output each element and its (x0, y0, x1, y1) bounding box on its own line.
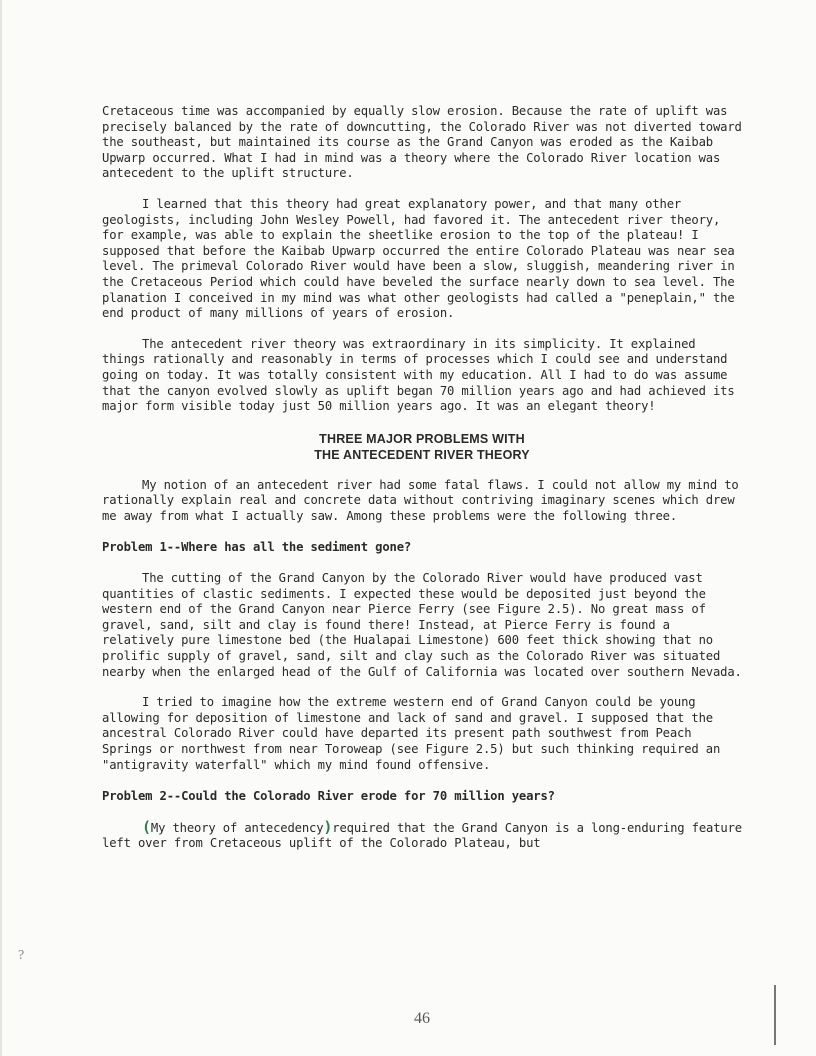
paragraph-7-text: required that the Grand Canyon is a long-enduring feature left over from Cretaceous uplift of the Colorado Plateau, but (102, 820, 742, 851)
page-edge-line (774, 985, 776, 1045)
body-text (102, 104, 742, 852)
handwritten-bracket-close: ) (323, 817, 333, 836)
paragraph-7 (102, 817, 742, 852)
section-heading-line-2: THE ANTECEDENT RIVER THEORY (314, 447, 530, 462)
section-heading (102, 431, 742, 463)
paragraph-6: I tried to imagine how the extreme western end of Grand Canyon could be young allowing for deposition of limestone and lack of sand and gravel. I supposed that the ancestral Colorado River could have departed its present path southwest from Peach Springs or northwest from near Toroweap (see Figure 2.5) but such thinking required an "antigravity waterfall" which my mind found offensive. (102, 695, 721, 772)
paragraph-2: I learned that this theory had great explanatory power, and that many other geologists, including John Wesley Powell, had favored it. The antecedent river theory, for example, was able to explain the sheetlike erosion to the top of the plateau! I supposed that before the Kaibab Upwarp occurred the entire Colorado Plateau was near sea level. The primeval Colorado River would have been a slow, sluggish, meandering river in the Cretaceous Period which could have beveled the surface nearly down to sea level. The planation I conceived in my mind was what other geologists had called a "peneplain," the end product of many millions of years of erosion. (102, 196, 735, 321)
problem-1-title: Problem 1--Where has all the sediment gone? (102, 540, 412, 555)
page-number: 46 (414, 1010, 430, 1027)
paragraph-4: My notion of an antecedent river had some fatal flaws. I could not allow my mind to rationally explain real and concrete data without contriving imaginary scenes which drew me away from what I actually saw. Among these problems were the following three. (102, 477, 739, 523)
paragraph-7-bracketed-text: My theory of antecedency (150, 820, 324, 835)
problem-2-title: Problem 2--Could the Colorado River erode for 70 million years? (102, 789, 555, 804)
paragraph-1: Cretaceous time was accompanied by equally slow erosion. Because the rate of uplift was precisely balanced by the rate of downcutting, the Colorado River was not diverted toward the southeast, but maintained its course as the Grand Canyon was eroded as the Kaibab Upwarp occurred. What I had in mind was a theory where the Colorado River location was antecedent to the uplift structure. (102, 104, 742, 181)
section-heading-line-1: THREE MAJOR PROBLEMS WITH (319, 431, 525, 446)
margin-question-mark: ? (18, 948, 25, 963)
paragraph-3: The antecedent river theory was extraordinary in its simplicity. It explained things rationally and reasonably in terms of processes which I could see and understand going on today. It was totally consistent with my education. All I had to do was assume that the canyon evolved slowly as uplift began 70 million years ago and had achieved its major form visible today just 50 million years ago. It was an elegant theory! (102, 336, 735, 414)
paragraph-5: The cutting of the Grand Canyon by the Colorado River would have produced vast quantities of clastic sediments. I expected these would be deposited just beyond the western end of the Grand Canyon near Pierce Ferry (see Figure 2.5). No great mass of gravel, sand, silt and clay is found there! Instead, at Pierce Ferry is found a relatively pure limestone bed (the Hualapai Limestone) 600 feet thick showing that no prolific supply of gravel, sand, silt and clay such as the Colorado River was situated nearby when the enlarged head of the Gulf of California was located over southern Nevada. (102, 571, 742, 679)
handwritten-bracket-open: ( (142, 817, 151, 836)
